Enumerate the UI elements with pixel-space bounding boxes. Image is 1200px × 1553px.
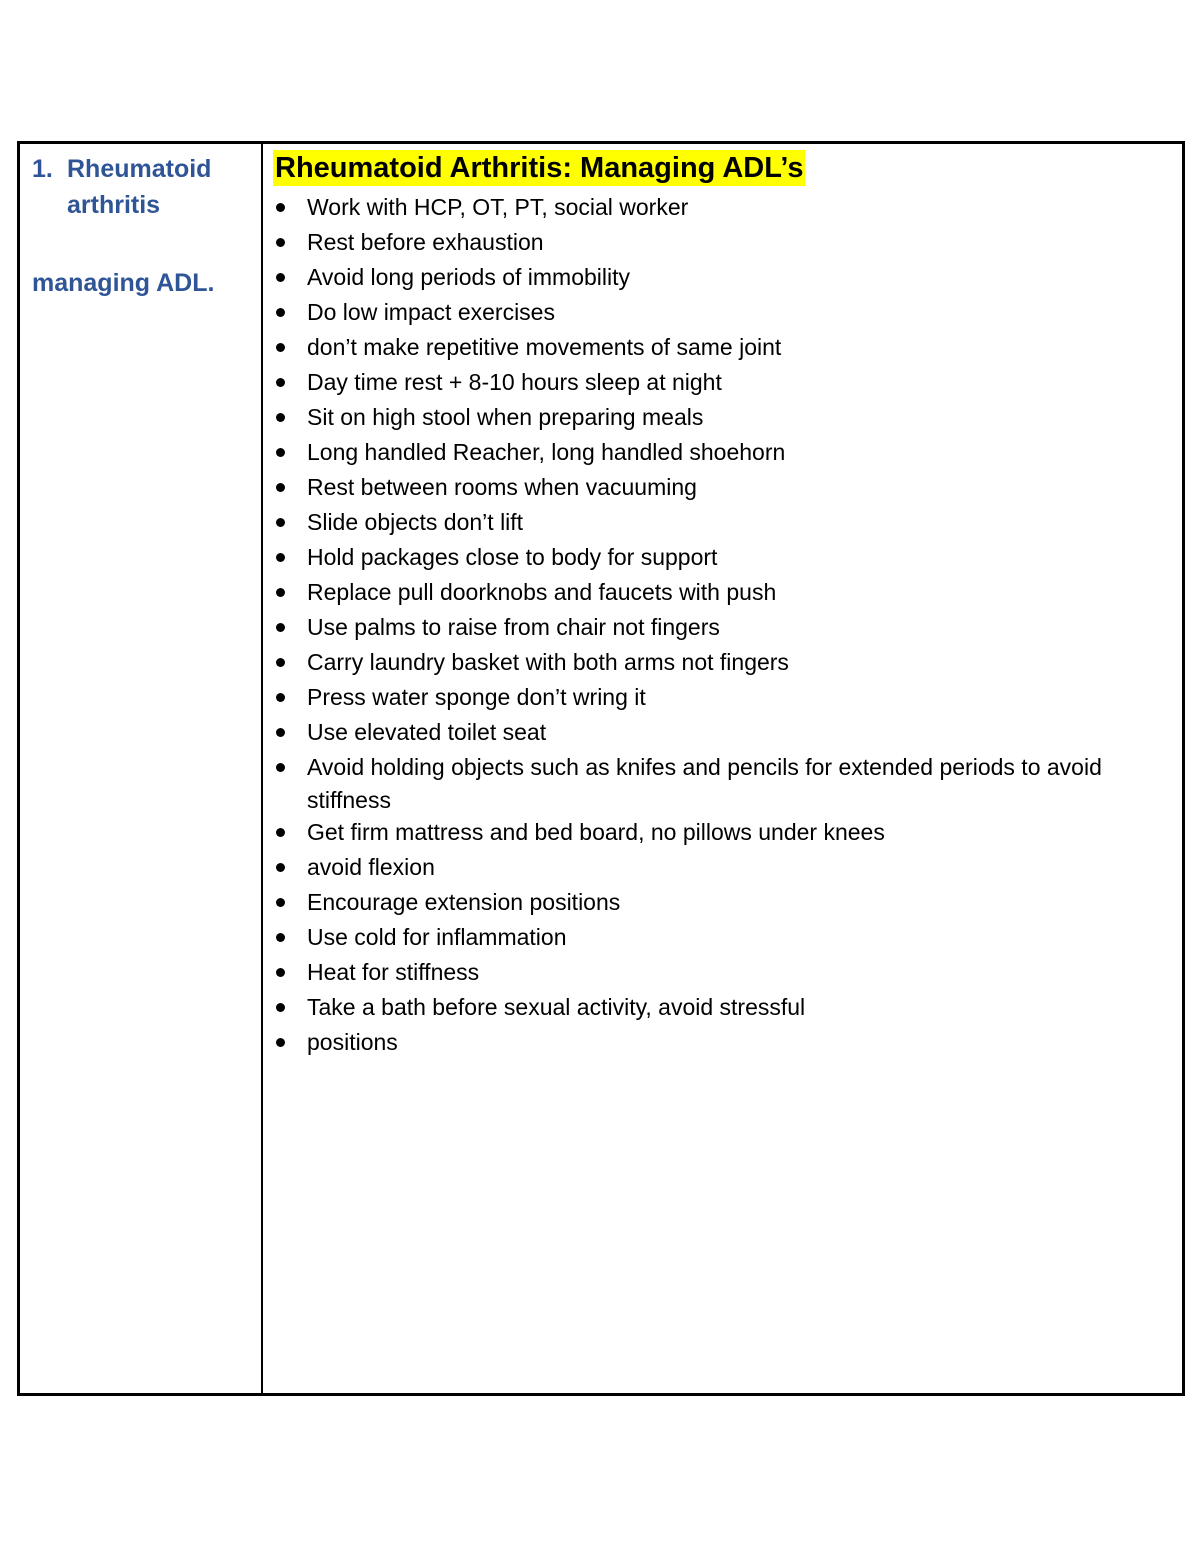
bullet-text: avoid flexion [307, 854, 435, 880]
topic-title-line2: arthritis [67, 191, 161, 219]
document-table [17, 141, 1185, 1396]
bullet-text: Avoid holding objects such as knifes and pencils for extended periods to avoid stiffness [307, 754, 1102, 813]
bullet-item [263, 331, 1163, 366]
bullet-text: Hold packages close to body for support [307, 544, 718, 570]
bullet-text: Rest before exhaustion [307, 229, 544, 255]
bullet-item [263, 611, 1163, 646]
topic-subtitle: managing ADL. [32, 269, 215, 297]
bullet-icon [276, 553, 285, 562]
bullet-text: Get firm mattress and bed board, no pillows under knees [307, 819, 885, 845]
bullet-text: don’t make repetitive movements of same joint [307, 334, 782, 360]
bullet-icon [276, 203, 285, 212]
bullet-icon [276, 238, 285, 247]
bullet-item [263, 816, 1163, 851]
bullet-icon [276, 308, 285, 317]
bullet-text: Heat for stiffness [307, 959, 480, 985]
content-cell [263, 144, 1182, 1393]
bullet-item [263, 921, 1163, 956]
bullet-item [263, 576, 1163, 611]
bullet-item [263, 261, 1163, 296]
bullet-icon [276, 623, 285, 632]
bullet-text: Press water sponge don’t wring it [307, 684, 646, 710]
bullet-text: Avoid long periods of immobility [307, 264, 631, 290]
bullet-icon [276, 413, 285, 422]
bullet-text: Use palms to raise from chair not fingers [307, 614, 720, 640]
bullet-text: Use cold for inflammation [307, 924, 567, 950]
bullet-icon [276, 518, 285, 527]
bullet-item [263, 716, 1163, 751]
bullet-item [263, 1026, 1163, 1061]
bullet-item [263, 506, 1163, 541]
bullet-icon [276, 863, 285, 872]
bullet-icon [276, 898, 285, 907]
bullet-text: Carry laundry basket with both arms not fingers [307, 649, 789, 675]
bullet-text: Sit on high stool when preparing meals [307, 404, 704, 430]
bullet-text: Day time rest + 8-10 hours sleep at night [307, 369, 722, 395]
bullet-item [263, 956, 1163, 991]
bullet-text: positions [307, 1029, 398, 1055]
bullet-icon [276, 728, 285, 737]
bullet-icon [276, 933, 285, 942]
bullet-list [263, 191, 1163, 1061]
topic-number: 1. [32, 155, 53, 183]
topic-cell [20, 144, 261, 1393]
bullet-text: Long handled Reacher, long handled shoehorn [307, 439, 786, 465]
bullet-text: Encourage extension positions [307, 889, 621, 915]
bullet-item [263, 366, 1163, 401]
bullet-icon [276, 1038, 285, 1047]
bullet-item [263, 541, 1163, 576]
bullet-icon [276, 658, 285, 667]
bullet-icon [276, 448, 285, 457]
bullet-icon [276, 763, 285, 772]
bullet-text: Use elevated toilet seat [307, 719, 547, 745]
bullet-text: Rest between rooms when vacuuming [307, 474, 697, 500]
bullet-icon [276, 828, 285, 837]
bullet-text: Slide objects don’t lift [307, 509, 524, 535]
bullet-item [263, 401, 1163, 436]
section-heading: Rheumatoid Arthritis: Managing ADL’s [275, 152, 804, 184]
bullet-icon [276, 1003, 285, 1012]
bullet-icon [276, 343, 285, 352]
bullet-item [263, 851, 1163, 886]
bullet-icon [276, 483, 285, 492]
bullet-text: Take a bath before sexual activity, avoid stressful [307, 994, 806, 1020]
bullet-icon [276, 273, 285, 282]
bullet-text: Replace pull doorknobs and faucets with push [307, 579, 777, 605]
bullet-item [263, 296, 1163, 331]
bullet-item [263, 751, 1163, 816]
bullet-text: Work with HCP, OT, PT, social worker [307, 194, 689, 220]
bullet-icon [276, 693, 285, 702]
bullet-item [263, 681, 1163, 716]
bullet-text: Do low impact exercises [307, 299, 555, 325]
bullet-icon [276, 378, 285, 387]
bullet-item [263, 471, 1163, 506]
bullet-item [263, 191, 1163, 226]
bullet-item [263, 886, 1163, 921]
topic-title-line1: Rheumatoid [67, 155, 212, 183]
bullet-item [263, 226, 1163, 261]
bullet-item [263, 991, 1163, 1026]
bullet-icon [276, 968, 285, 977]
bullet-icon [276, 588, 285, 597]
bullet-item [263, 436, 1163, 471]
bullet-item [263, 646, 1163, 681]
